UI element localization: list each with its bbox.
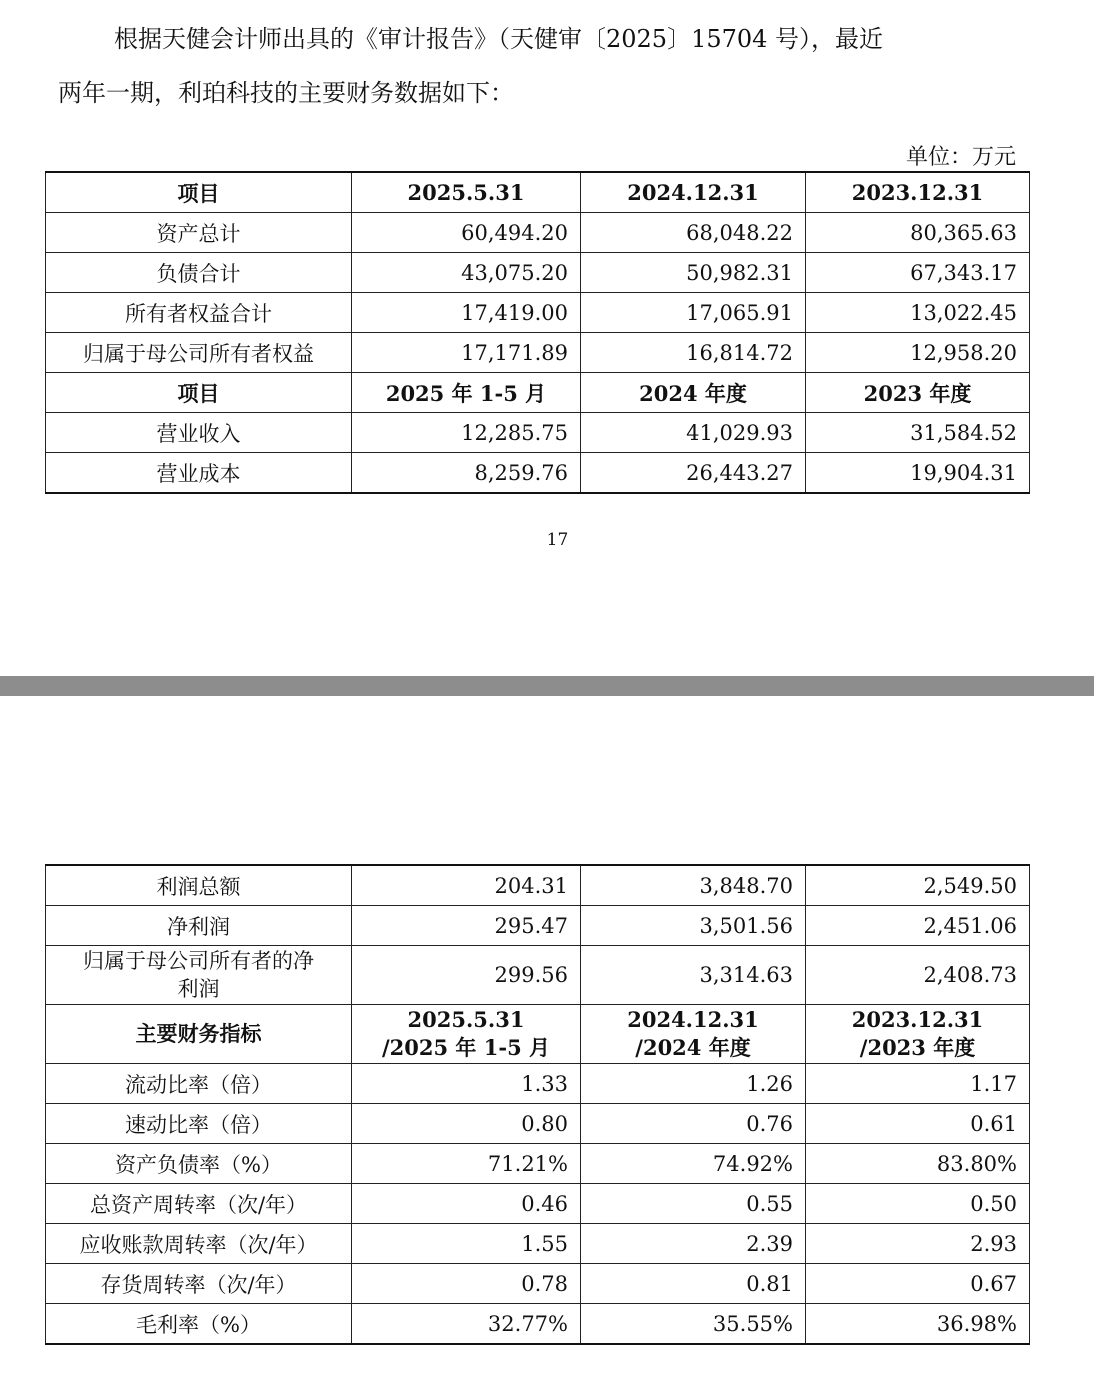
table-row [46, 413, 1030, 453]
cell-value: 17,171.89 [352, 333, 581, 373]
cell-value: 32.77% [352, 1304, 581, 1345]
row-label: 总资产周转率（次/年） [46, 1184, 352, 1224]
header-line: 2023.12.31 [851, 1007, 984, 1032]
cell-value: 3,848.70 [581, 865, 806, 906]
cell-value: 43,075.20 [352, 253, 581, 293]
period-header-row [46, 373, 1030, 413]
cell-value: 0.78 [352, 1264, 581, 1304]
cell-value: 17,419.00 [352, 293, 581, 333]
cell-value: 68,048.22 [581, 213, 806, 253]
cell-value: 0.61 [806, 1104, 1030, 1144]
cell-value: 50,982.31 [581, 253, 806, 293]
cell-value: 12,285.75 [352, 413, 581, 453]
cell-value: 204.31 [352, 865, 581, 906]
row-label: 资产总计 [46, 213, 352, 253]
cell-value: 3,501.56 [581, 906, 806, 946]
cell-value: 0.80 [352, 1104, 581, 1144]
row-label: 所有者权益合计 [46, 293, 352, 333]
row-label: 资产负债率（%） [46, 1144, 352, 1184]
cell-value: 26,443.27 [581, 453, 806, 494]
cell-value: 80,365.63 [806, 213, 1030, 253]
cell-value: 0.76 [581, 1104, 806, 1144]
table-row [46, 1144, 1030, 1184]
header-line: /2023 年度 [859, 1035, 976, 1060]
row-label: 营业成本 [46, 453, 352, 494]
cell-value: 60,494.20 [352, 213, 581, 253]
table-row [46, 333, 1030, 373]
cell-value: 0.67 [806, 1264, 1030, 1304]
cell-value: 13,022.45 [806, 293, 1030, 333]
header-cell: 2023.12.31 [806, 172, 1030, 213]
cell-value: 16,814.72 [581, 333, 806, 373]
cell-value: 3,314.63 [581, 946, 806, 1005]
row-label [46, 946, 352, 1005]
cell-value: 2.39 [581, 1224, 806, 1264]
intro-line-2: 两年一期，利珀科技的主要财务数据如下： [58, 79, 514, 107]
cell-value: 1.26 [581, 1064, 806, 1104]
table-row [46, 1184, 1030, 1224]
cell-value: 0.50 [806, 1184, 1030, 1224]
header-line: 2024.12.31 [627, 1007, 759, 1032]
row-label: 净利润 [46, 906, 352, 946]
cell-value: 0.81 [581, 1264, 806, 1304]
cell-value: 35.55% [581, 1304, 806, 1345]
header-cell: 主要财务指标 [46, 1005, 352, 1064]
page-number: 17 [546, 530, 569, 550]
cell-value: 0.46 [352, 1184, 581, 1224]
header-cell: 2025.5.31 [352, 172, 581, 213]
row-label: 速动比率（倍） [46, 1104, 352, 1144]
cell-value: 0.55 [581, 1184, 806, 1224]
header-line: 2025.5.31 [407, 1007, 525, 1032]
cell-value: 2,408.73 [806, 946, 1030, 1005]
row-label: 应收账款周转率（次/年） [46, 1224, 352, 1264]
row-label-line: 归属于母公司所有者的净 [83, 949, 314, 973]
row-label: 流动比率（倍） [46, 1064, 352, 1104]
header-cell: 2025 年 1-5 月 [352, 373, 581, 413]
header-cell: 项目 [46, 373, 352, 413]
page-separator [0, 676, 1094, 696]
table-row [46, 453, 1030, 494]
table-row [46, 213, 1030, 253]
cell-value: 67,343.17 [806, 253, 1030, 293]
cell-value: 8,259.76 [352, 453, 581, 494]
row-label: 归属于母公司所有者权益 [46, 333, 352, 373]
indicator-header-row [46, 1005, 1030, 1064]
table-row [46, 946, 1030, 1005]
cell-value: 1.17 [806, 1064, 1030, 1104]
cell-value: 2,549.50 [806, 865, 1030, 906]
intro-line-1: 根据天健会计师出具的《审计报告》（天健审〔2025〕15704 号），最近 [114, 25, 884, 53]
unit-label: 单位：万元 [905, 145, 1016, 170]
financial-data-table [45, 171, 1030, 494]
header-cell: 2024 年度 [581, 373, 806, 413]
cell-value: 2.93 [806, 1224, 1030, 1264]
table-row [46, 1104, 1030, 1144]
cell-value: 36.98% [806, 1304, 1030, 1345]
cell-value: 2,451.06 [806, 906, 1030, 946]
header-line: /2024 年度 [635, 1035, 751, 1060]
financial-indicators-table [45, 864, 1030, 1345]
table-row [46, 865, 1030, 906]
header-cell [581, 1005, 806, 1064]
row-label: 利润总额 [46, 865, 352, 906]
cell-value: 12,958.20 [806, 333, 1030, 373]
table-row [46, 1264, 1030, 1304]
row-label: 存货周转率（次/年） [46, 1264, 352, 1304]
header-cell [352, 1005, 581, 1064]
header-cell: 项目 [46, 172, 352, 213]
header-cell [806, 1005, 1030, 1064]
table-row [46, 1304, 1030, 1345]
header-cell: 2024.12.31 [581, 172, 806, 213]
cell-value: 19,904.31 [806, 453, 1030, 494]
header-cell: 2023 年度 [806, 373, 1030, 413]
table-row [46, 293, 1030, 333]
row-label-line: 利润 [177, 977, 220, 1001]
cell-value: 299.56 [352, 946, 581, 1005]
row-label: 毛利率（%） [46, 1304, 352, 1345]
intro-paragraph [58, 12, 1038, 120]
cell-value: 41,029.93 [581, 413, 806, 453]
cell-value: 17,065.91 [581, 293, 806, 333]
cell-value: 31,584.52 [806, 413, 1030, 453]
row-label: 营业收入 [46, 413, 352, 453]
cell-value: 71.21% [352, 1144, 581, 1184]
table-row [46, 1064, 1030, 1104]
table-header-row [46, 172, 1030, 213]
cell-value: 1.33 [352, 1064, 581, 1104]
table-row [46, 1224, 1030, 1264]
cell-value: 1.55 [352, 1224, 581, 1264]
cell-value: 74.92% [581, 1144, 806, 1184]
table-row [46, 906, 1030, 946]
header-line: /2025 年 1-5 月 [382, 1035, 550, 1060]
cell-value: 295.47 [352, 906, 581, 946]
row-label: 负债合计 [46, 253, 352, 293]
table-row [46, 253, 1030, 293]
cell-value: 83.80% [806, 1144, 1030, 1184]
